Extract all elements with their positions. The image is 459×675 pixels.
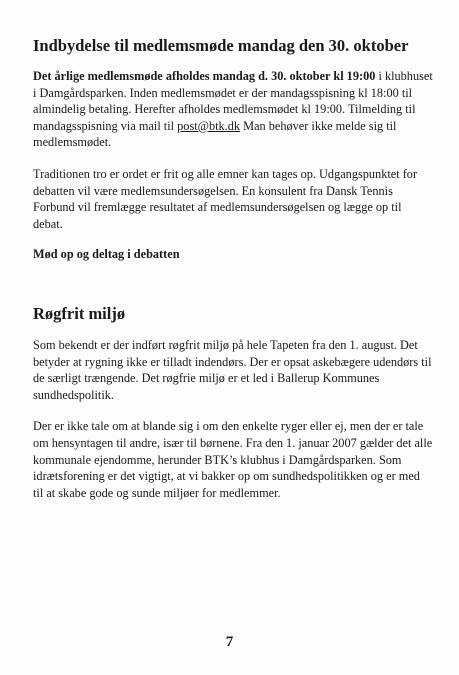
smoke-free-heading: Røgfrit miljø bbox=[33, 303, 126, 323]
meeting-invitation-heading: Indbydelse til medlemsmøde mandag den 30. oktober bbox=[33, 36, 409, 55]
meeting-registration-note: Man behøver ikke melde sig til medlemsmødet. bbox=[33, 118, 397, 150]
meeting-details-text: i klubhuset i Damgårdsparken. Inden medlemsmødet er der mandagsspisning kl 18:00 til almindelig betaling. Herefter afholdes medlemsmødet kl 19:00. Tilmelding til mandagsspisning via mail til bbox=[33, 69, 433, 133]
page-content bbox=[33, 36, 433, 501]
page-number: 7 bbox=[225, 634, 234, 650]
smoke-free-policy-paragraph: Der er ikke tale om at blande sig i om den enkelte ryger eller ej, men der er tale om hensyntagen til andre, især til børnene. Fra den 1. januar 2007 gælder det alle kommunale ejendomme, herunder BTK’s klubhus i Damgårdsparken. Som idrætsforening er det vigtigt, at vi bakker op om sundhedspolitikken og er med til at skabe gode og sunde miljøer for medlemmer. bbox=[33, 419, 433, 500]
smoke-free-intro-paragraph: Som bekendt er der indført røgfrit miljø på hele Tapeten fra den 1. august. Det betyder at rygning ikke er tilladt indendørs. Der er opsat askebægere udendørs til de særligt trængende. Det røgfrie miljø er et led i Ballerup Kommunes sundhedspolitik. bbox=[33, 337, 432, 402]
email-link[interactable]: post@btk.dk bbox=[177, 118, 241, 133]
meeting-date-bold-text: Det årlige medlemsmøde afholdes mandag d. 30. oktober kl 19:00 bbox=[33, 69, 376, 83]
debate-topic-paragraph: Traditionen tro er ordet er frit og alle emner kan tages op. Udgangspunktet for debatten vil være medlemsundersøgelsen. En konsulent fra Dansk Tennis Forbund vil fremlægge resultatet af medlemsundersøgelsen og lægge op til debat. bbox=[33, 166, 418, 231]
meeting-details-paragraph bbox=[33, 68, 433, 151]
meeting-callout: Mød op og deltag i debatten bbox=[33, 247, 180, 262]
